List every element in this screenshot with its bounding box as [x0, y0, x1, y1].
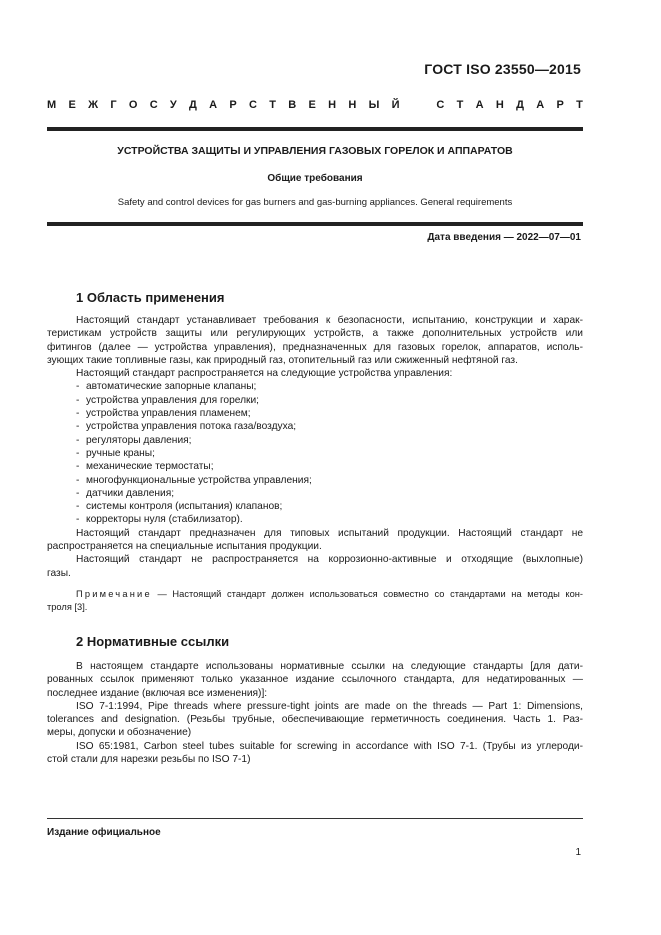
letter: Г: [110, 99, 117, 111]
note-line: Примечание — Настоящий стандарт должен использоваться совместно со стандартами на методы кон-: [76, 589, 583, 599]
english-title: Safety and control devices for gas burners and gas-burning appliances. General requirements: [117, 197, 513, 208]
text-line: Настоящий стандарт не распространяется на коррозионно-активные и отходящие (выхлопные): [76, 554, 583, 566]
standard-code: ГОСТ ISO 23550—2015: [424, 61, 581, 77]
list-item: - устройства управления пламенем;: [76, 408, 251, 420]
list-item: - автоматические запорные клапаны;: [76, 381, 257, 393]
list-item: - механические термостаты;: [76, 461, 214, 473]
list-item: - корректоры нуля (стабилизатор).: [76, 514, 243, 526]
section-1-heading: 1 Область применения: [76, 290, 225, 305]
document-title: УСТРОЙСТВА ЗАЩИТЫ И УПРАВЛЕНИЯ ГАЗОВЫХ ГОРЕЛОК И АППАРАТОВ: [117, 145, 513, 157]
section-2-paragraphs: [47, 660, 583, 766]
title-rule: [47, 222, 583, 226]
letter: Н: [495, 99, 504, 111]
note-label: Примечание: [76, 589, 152, 599]
letter: Й: [391, 99, 400, 111]
header-rule: [47, 127, 583, 131]
letter: Р: [556, 99, 564, 111]
letter: Т: [269, 99, 276, 111]
letter: Н: [348, 99, 357, 111]
text-line: В настоящем стандарте использованы нормативные ссылки на следующие стандарты [для дати-: [76, 661, 583, 672]
list-item: - датчики давления;: [76, 487, 175, 499]
text-line: фитингов (далее — устройства управления), предназначенных для газовых горелок, аппаратов, исполь-: [47, 341, 583, 353]
letter: Е: [68, 99, 76, 111]
reference-line: ISO 65:1981, Carbon steel tubes suitable for screwing in accordance with ISO 7-1. (Трубы из углероди-: [76, 740, 583, 752]
letter: Т: [576, 99, 583, 111]
letter: Р: [229, 99, 237, 111]
page-number: 1: [575, 847, 581, 858]
reference-line: ISO 7-1:1994, Pipe threads where pressure-tight joints are made on the threads — Part 1: Dimensions,: [76, 700, 583, 712]
reference-line: стой стали для нарезки резьбы по ISO 7-1): [47, 754, 251, 766]
text-line: Настоящий стандарт распространяется на следующие устройства управления:: [76, 368, 453, 380]
letter: С: [149, 99, 158, 111]
list-item: - устройства управления для горелки;: [76, 394, 260, 406]
letter: Д: [516, 99, 524, 111]
effective-date: Дата введения — 2022—07—01: [427, 232, 581, 243]
text-line: Настоящий стандарт предназначен для типовых испытаний продукции. Настоящий стандарт не: [76, 527, 583, 539]
note-line: троля [3].: [47, 601, 88, 612]
letter: С: [436, 99, 445, 111]
text-line: Настоящий стандарт устанавливает требования к безопасности, испытанию, конструкции и харак-: [76, 315, 583, 326]
text-line: последнее издание (включая все изменения)]:: [47, 687, 268, 699]
list-item: - ручные краны;: [76, 447, 155, 459]
section-1-paragraph-1: [47, 314, 583, 580]
section-2-heading: 2 Нормативные ссылки: [76, 634, 230, 649]
document-subtitle: Общие требования: [267, 173, 363, 184]
text-line: газы.: [47, 567, 71, 579]
letter: А: [536, 99, 545, 111]
text-line: распространяется на специальные испытания продукции.: [47, 541, 322, 553]
text-line: теристикам устройств защиты или регулирующих устройств, а также дополнительных устройств или: [47, 328, 583, 340]
reference-line: меры, допуски и обозначение): [47, 727, 192, 739]
letter: У: [169, 99, 177, 111]
official-edition-label: Издание официальное: [47, 827, 161, 838]
list-item: - устройства управления потока газа/воздуха;: [76, 421, 297, 433]
letter: Н: [328, 99, 337, 111]
letter: С: [249, 99, 257, 111]
letter: А: [209, 99, 218, 111]
letter: В: [288, 99, 297, 111]
letter: Т: [456, 99, 464, 111]
text-line: зующих такие топливные газы, как природный газ, отопительный газ или сжиженный нефтяной газ.: [47, 354, 518, 366]
letter: Ж: [88, 99, 99, 111]
letter: Ы: [368, 99, 380, 111]
reference-line: tolerances and designation. (Резьбы трубные, обеспечивающие герметичность соединения. Часть 1. Раз-: [47, 714, 583, 726]
list-item: - системы контроля (испытания) клапанов;: [76, 501, 283, 513]
interstate-standard-heading: [47, 99, 583, 111]
section-1-note: [47, 588, 583, 613]
letter: М: [47, 99, 57, 111]
footer-rule: [47, 818, 583, 819]
text-line: рованных ссылок применяют только указанное издание ссылочного стандарта, для недатированных —: [47, 674, 583, 686]
letter: О: [128, 99, 138, 111]
letter: Е: [308, 99, 316, 111]
letter: Д: [189, 99, 197, 111]
list-item: - регуляторы давления;: [76, 434, 192, 446]
list-item: - многофункциональные устройства управления;: [76, 474, 312, 486]
letter: А: [475, 99, 484, 111]
